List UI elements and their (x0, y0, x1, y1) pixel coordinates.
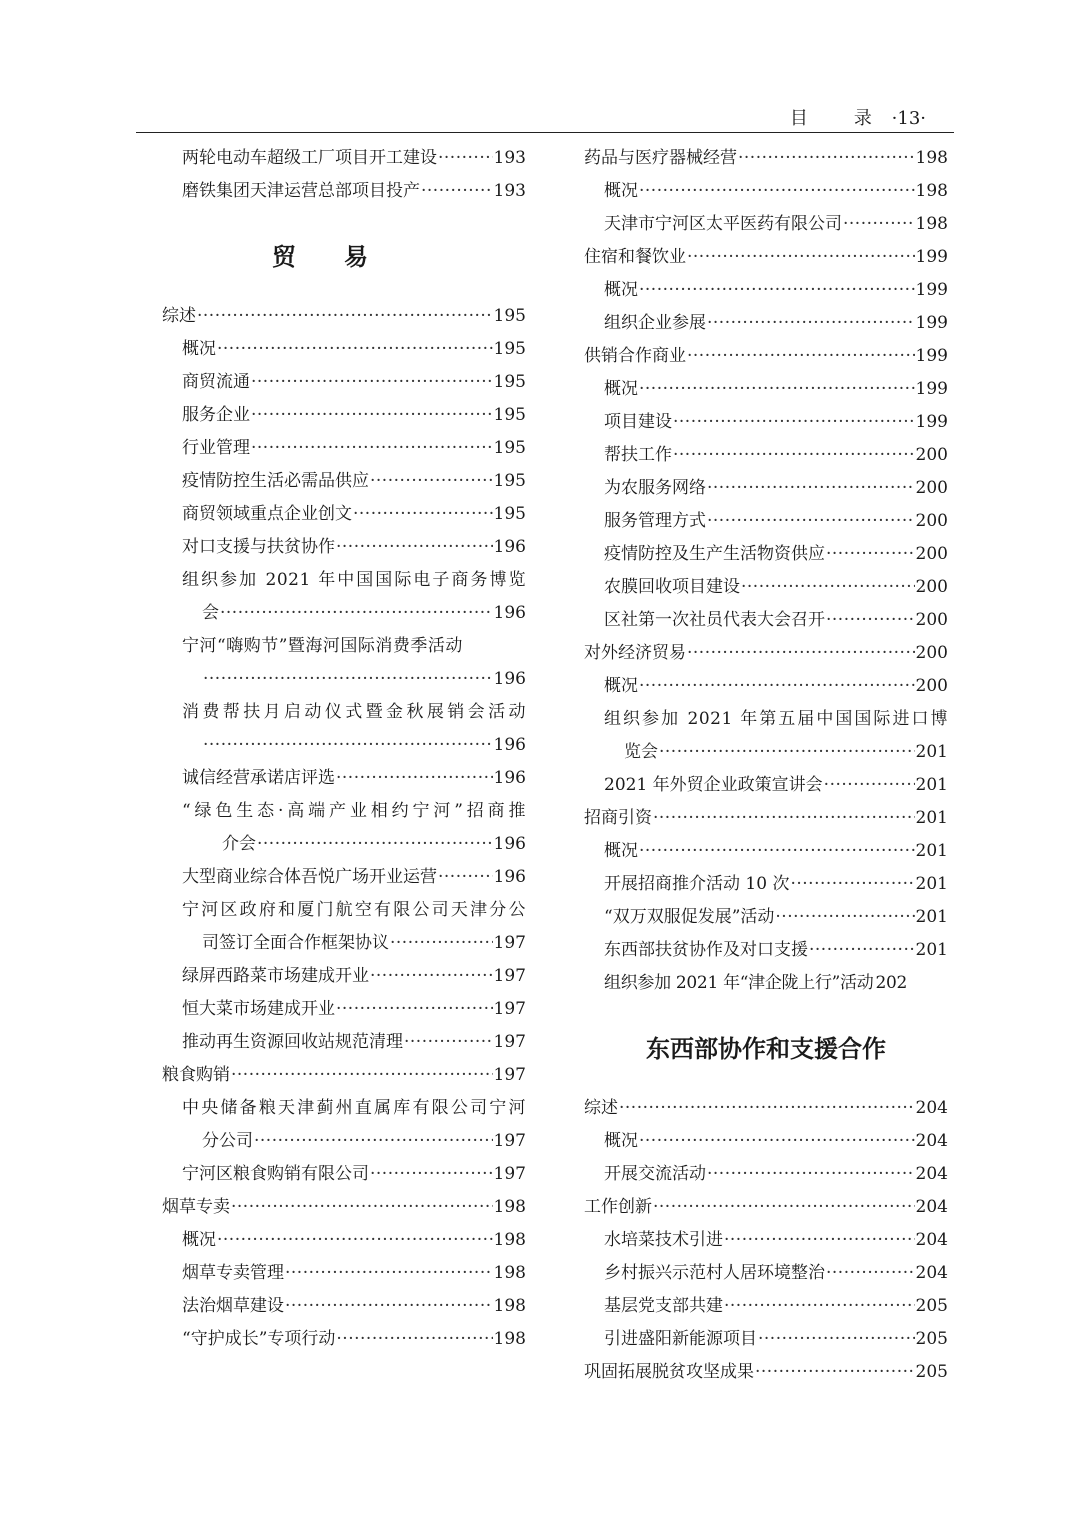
toc-entry: 恒大菜市场建成开业 ····· 197 (162, 993, 526, 1026)
toc-entry: 住宿和餐饮业 ····· 199 (584, 241, 948, 274)
toc-entry-wrapped: 宁河区政府和厦门航空有限公司天津分公 司签订全面合作框架协议 ····· 197 (162, 894, 526, 960)
toc-entry: 工作创新 ····· 204 (584, 1191, 948, 1224)
toc-entry: 开展交流活动 ····· 204 (584, 1158, 948, 1191)
toc-entry: 招商引资 ····· 201 (584, 802, 948, 835)
toc-entry: 引进盛阳新能源项目 ····· 205 (584, 1323, 948, 1356)
toc-entry: 对口支援与扶贫协作 ····· 196 (162, 531, 526, 564)
page-number: ·13· (891, 108, 926, 129)
toc-entry: 为农服务网络 ····· 200 (584, 472, 948, 505)
toc-entry: 综述 ····· 195 (162, 300, 526, 333)
toc-entry: 概况 ····· 199 (584, 373, 948, 406)
toc-entry: 概况 ····· 201 (584, 835, 948, 868)
toc-entry: 供销合作商业 ····· 199 (584, 340, 948, 373)
toc-entry-wrapped: 组织参加 2021 年中国国际电子商务博览 会 ····· 196 (162, 564, 526, 630)
toc-entry-wrapped: 组织参加 2021 年第五届中国国际进口博 览会 ····· 201 (584, 703, 948, 769)
toc-entry: 乡村振兴示范村人居环境整治 ····· 204 (584, 1257, 948, 1290)
toc-entry: 服务企业 ····· 195 (162, 399, 526, 432)
toc-entry-wrapped: “绿色生态·高端产业相约宁河”招商推 介会 ····· 196 (162, 795, 526, 861)
toc-entry: 开展招商推介活动 10 次 ····· 201 (584, 868, 948, 901)
toc-entry: 行业管理 ····· 195 (162, 432, 526, 465)
toc-entry: 宁河区粮食购销有限公司 ····· 197 (162, 1158, 526, 1191)
toc-entry: 商贸流通 ····· 195 (162, 366, 526, 399)
toc-entry: 帮扶工作 ····· 200 (584, 439, 948, 472)
toc-entry: 东西部扶贫协作及对口支援 ····· 201 (584, 934, 948, 967)
toc-entry: 概况 ····· 198 (584, 175, 948, 208)
toc-entry: 大型商业综合体吾悦广场开业运营 ····· 196 (162, 861, 526, 894)
toc-entry: 农膜回收项目建设 ····· 200 (584, 571, 948, 604)
section-heading-trade: 贸易 (272, 242, 416, 271)
toc-column-right (584, 142, 948, 1389)
toc-entry-wrapped: 消费帮扶月启动仪式暨金秋展销会活动 ····· 196 (162, 696, 526, 762)
toc-entry: 概况 ····· 200 (584, 670, 948, 703)
toc-entry: 诚信经营承诺店评选 ····· 196 (162, 762, 526, 795)
toc-entry: 疫情防控生活必需品供应 ····· 195 (162, 465, 526, 498)
toc-entry-wrapped: 中央储备粮天津蓟州直属库有限公司宁河 分公司 ····· 197 (162, 1092, 526, 1158)
section-heading-east-west: 东西部协作和支援合作 (646, 1034, 886, 1063)
toc-entry: 组织参加 2021 年“津企陇上行”活动 202 (604, 973, 908, 993)
toc-entry: 巩固拓展脱贫攻坚成果 ····· 205 (584, 1356, 948, 1389)
toc-entry: 药品与医疗器械经营 ····· 198 (584, 142, 948, 175)
toc-entry: 绿屏西路菜市场建成开业 ····· 197 (162, 960, 526, 993)
toc-entry: 对外经济贸易 ····· 200 (584, 637, 948, 670)
toc-entry: 粮食购销 ····· 197 (162, 1059, 526, 1092)
toc-entry: 2021 年外贸企业政策宣讲会 ····· 201 (584, 769, 948, 802)
toc-entry: 天津市宁河区太平医药有限公司 ····· 198 (584, 208, 948, 241)
toc-entry: 服务管理方式 ····· 200 (584, 505, 948, 538)
toc-entry: 磨铁集团天津运营总部项目投产 ····· 193 (162, 175, 526, 208)
toc-entry: 法治烟草建设 ····· 198 (162, 1290, 526, 1323)
toc-entry: 组织企业参展 ····· 199 (584, 307, 948, 340)
toc-entry: 概况 ····· 199 (584, 274, 948, 307)
toc-entry: 水培菜技术引进 ····· 204 (584, 1224, 948, 1257)
toc-entry: 商贸领域重点企业创文 ····· 195 (162, 498, 526, 531)
toc-entry: 概况 ····· 195 (162, 333, 526, 366)
running-header (136, 100, 954, 133)
toc-entry: 疫情防控及生产生活物资供应 ····· 200 (584, 538, 948, 571)
toc-entry: 综述 ····· 204 (584, 1092, 948, 1125)
toc-entry: 基层党支部共建 ····· 205 (584, 1290, 948, 1323)
toc-entry: 推动再生资源回收站规范清理 ····· 197 (162, 1026, 526, 1059)
toc-entry: 两轮电动车超级工厂项目开工建设 ····· 193 (162, 142, 526, 175)
toc-entry: “守护成长”专项行动 ····· 198 (162, 1323, 526, 1356)
toc-entry: “双万双服促发展”活动 ····· 201 (584, 901, 948, 934)
toc-column-left (162, 142, 526, 1356)
toc-entry: 项目建设 ····· 199 (584, 406, 948, 439)
toc-entry: 烟草专卖管理 ····· 198 (162, 1257, 526, 1290)
toc-entry: 概况 ····· 204 (584, 1125, 948, 1158)
toc-entry: 区社第一次社员代表大会召开 ····· 200 (584, 604, 948, 637)
header-text (790, 104, 926, 130)
header-title: 目 录 (789, 108, 886, 129)
toc-entry: 概况 ····· 198 (162, 1224, 526, 1257)
toc-entry: 烟草专卖 ····· 198 (162, 1191, 526, 1224)
toc-entry-wrapped: 宁河“嗨购节”暨海河国际消费季活动 ····· 196 (162, 630, 526, 696)
